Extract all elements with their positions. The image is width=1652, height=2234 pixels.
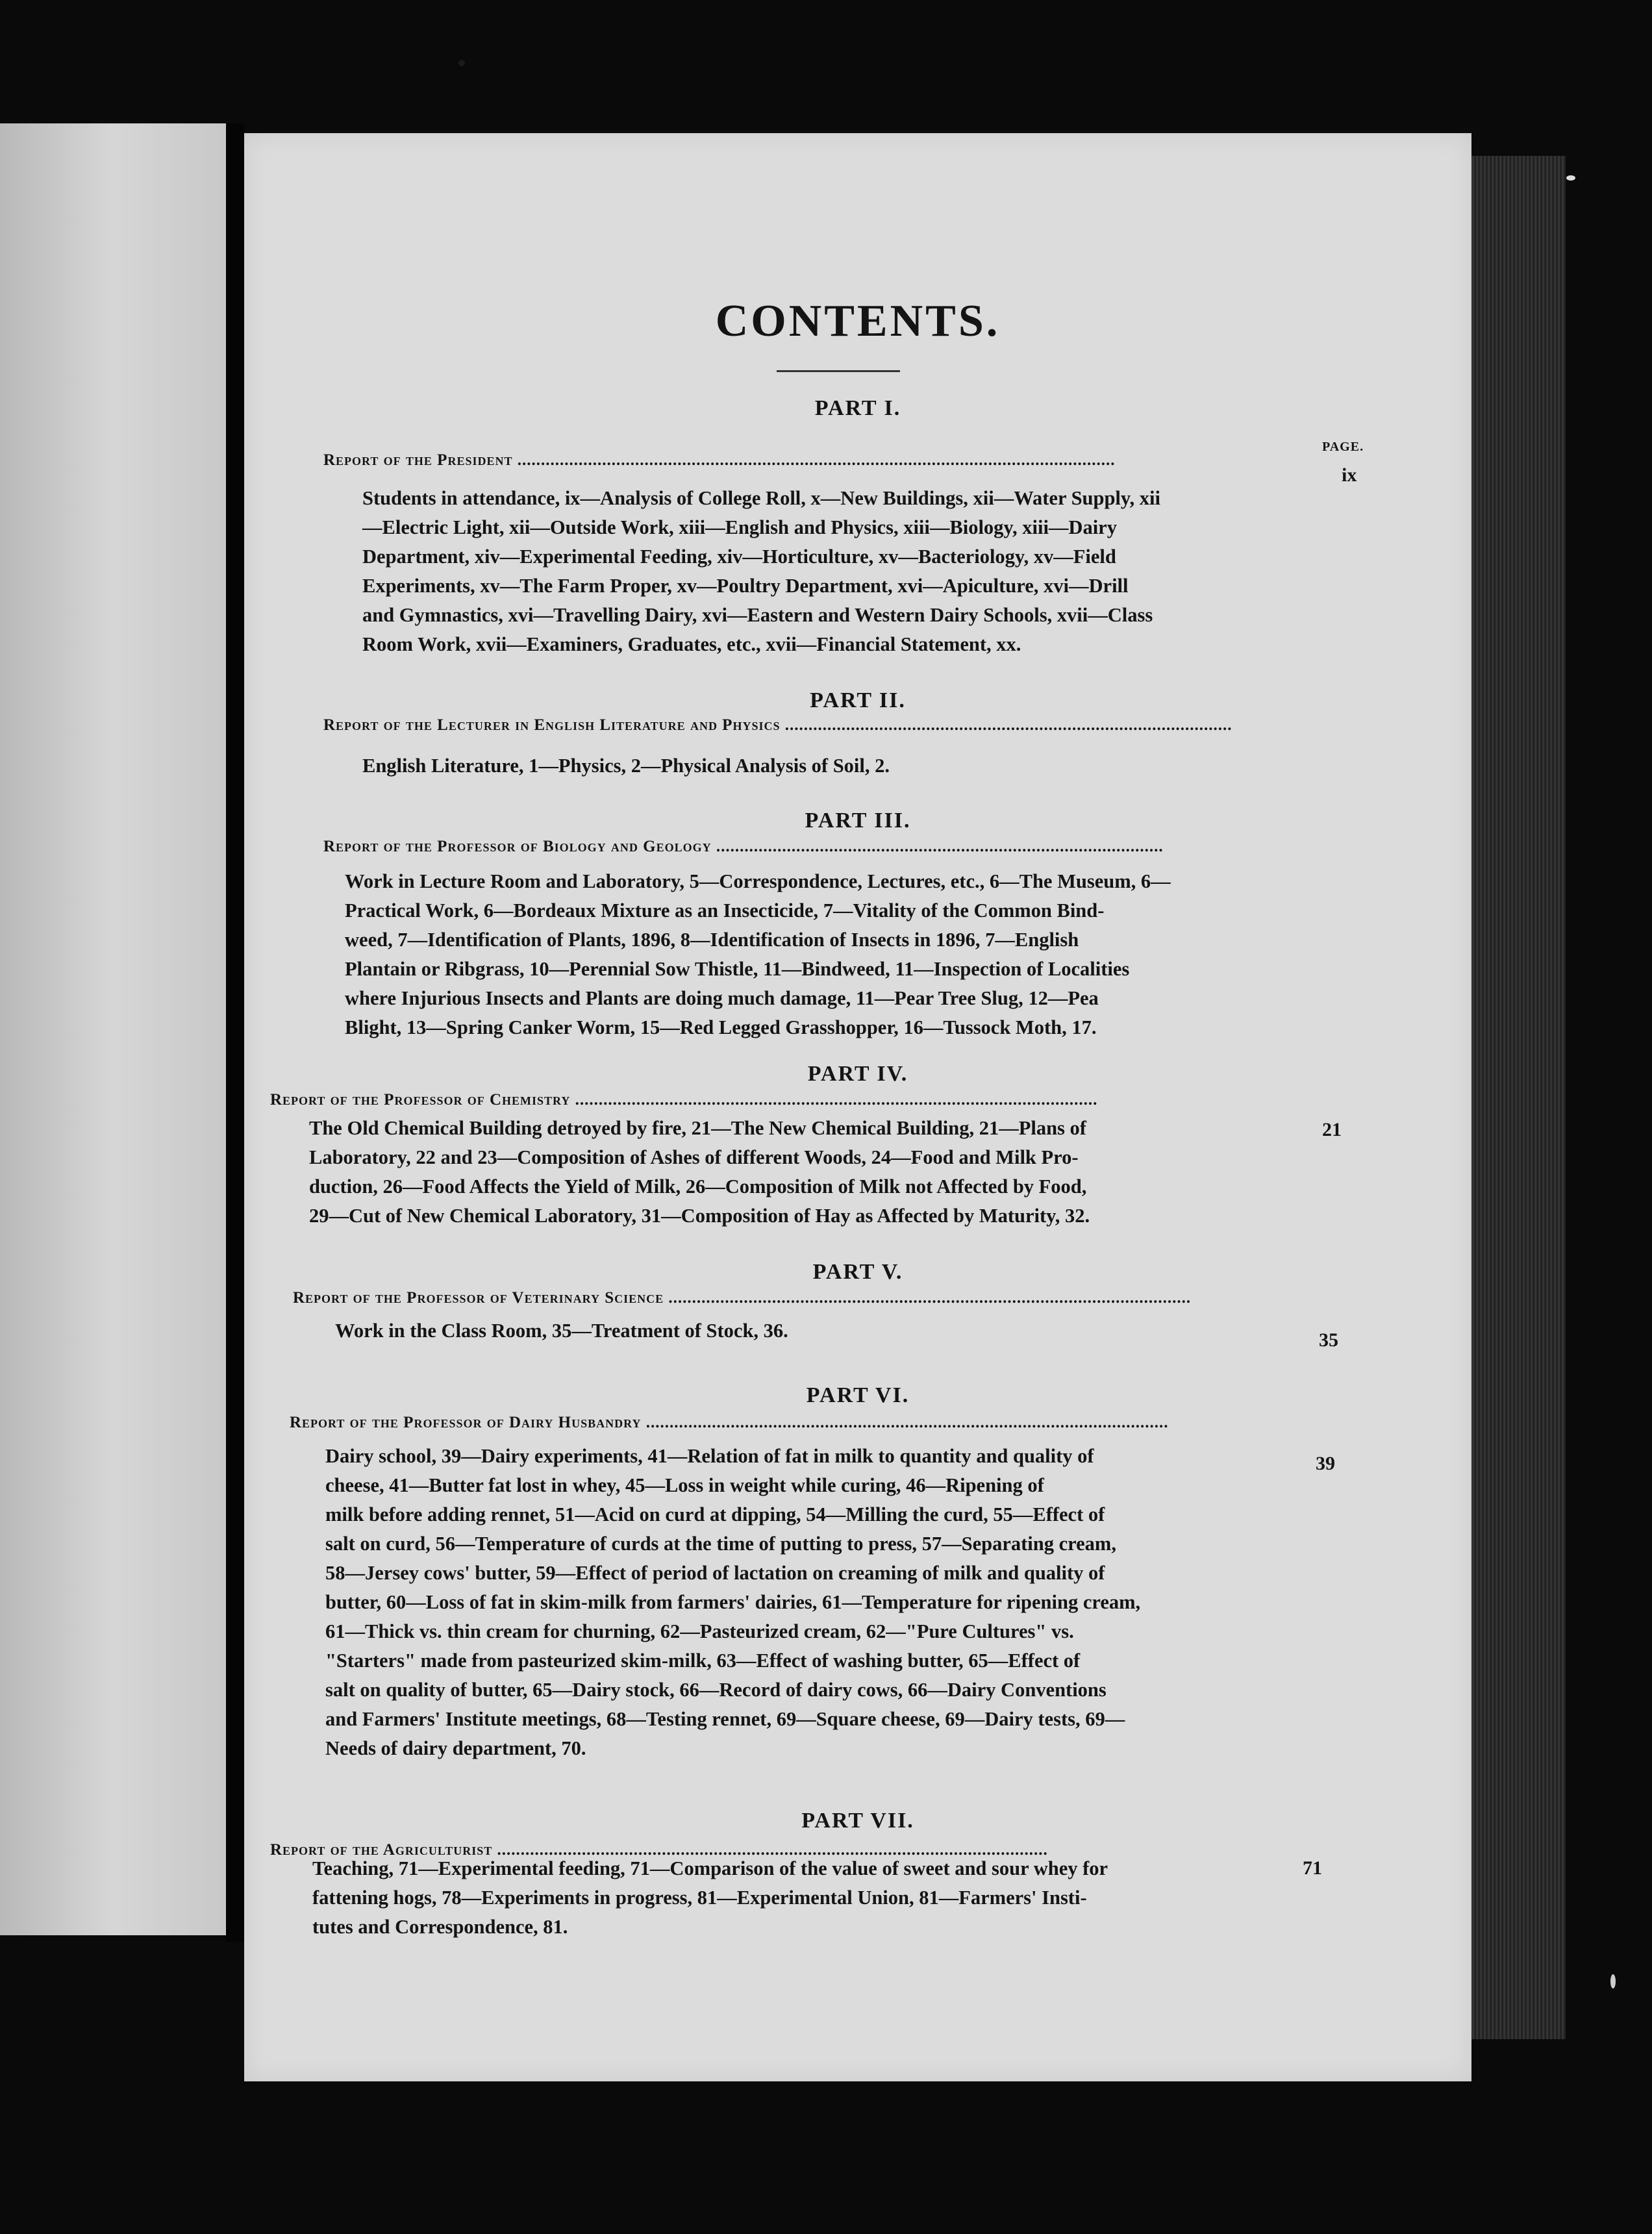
page-title: CONTENTS. — [715, 296, 1001, 346]
entry-line: cheese, 41—Butter fat lost in whey, 45—Loss in weight while curing, 46—Ripening of — [325, 1474, 1044, 1496]
entry-line: Practical Work, 6—Bordeaux Mixture as an Insecticide, 7—Vitality of the Common Bind- — [345, 899, 1105, 922]
entry-line: English Literature, 1—Physics, 2—Physical Analysis of Soil, 2. — [362, 755, 890, 777]
page-number: 35 — [1319, 1329, 1338, 1351]
page-column-label: PAGE. — [1322, 440, 1364, 454]
entry-line: Dairy school, 39—Dairy experiments, 41—Relation of fat in milk to quantity and quality of — [325, 1445, 1094, 1467]
scan-speck — [1610, 1974, 1616, 1989]
entry-line: and Farmers' Institute meetings, 68—Testing rennet, 69—Square cheese, 69—Dairy tests, 69— — [325, 1708, 1125, 1730]
page-number: 21 — [1322, 1119, 1342, 1140]
part-heading: PART IV. — [807, 1062, 908, 1086]
part-heading: PART III. — [805, 809, 911, 833]
report-title: Report of the Professor of Veterinary Science ............................................................................................................... — [293, 1289, 1192, 1307]
entry-line: Laboratory, 22 and 23—Composition of Ashes of different Woods, 24—Food and Milk Pro- — [309, 1146, 1079, 1168]
entry-line: Blight, 13—Spring Canker Worm, 15—Red Legged Grasshopper, 16—Tussock Moth, 17. — [345, 1016, 1097, 1038]
entry-line: fattening hogs, 78—Experiments in progress, 81—Experimental Union, 81—Farmers' Insti- — [312, 1887, 1087, 1909]
entry-line: Work in the Class Room, 35—Treatment of Stock, 36. — [335, 1320, 788, 1342]
page-edges — [1471, 156, 1566, 2039]
part-heading: PART VII. — [801, 1809, 914, 1833]
entry-line: weed, 7—Identification of Plants, 1896, 8—Identification of Insects in 1896, 7—English — [345, 929, 1079, 951]
book-gutter — [226, 123, 244, 1942]
entry-line: Department, xiv—Experimental Feeding, xiv—Horticulture, xv—Bacteriology, xv—Field — [362, 546, 1116, 568]
facing-page-sliver — [0, 123, 226, 1935]
part-heading: PART VI. — [806, 1383, 910, 1407]
scan-speck — [458, 60, 465, 66]
entry-line: duction, 26—Food Affects the Yield of Milk, 26—Composition of Milk not Affected by Food, — [309, 1175, 1087, 1198]
entry-line: 29—Cut of New Chemical Laboratory, 31—Composition of Hay as Affected by Maturity, 32. — [309, 1205, 1090, 1227]
part-heading: PART II. — [810, 688, 906, 712]
entry-line: The Old Chemical Building detroyed by fire, 21—The New Chemical Building, 21—Plans of — [309, 1117, 1086, 1139]
contents-page — [244, 133, 1471, 2081]
report-title: Report of the Agriculturist ..................................................................................................................... — [270, 1841, 1048, 1859]
entry-line: where Injurious Insects and Plants are doing much damage, 11—Pear Tree Slug, 12—Pea — [345, 987, 1099, 1009]
page-number: 71 — [1303, 1857, 1322, 1879]
entry-line: Room Work, xvii—Examiners, Graduates, etc., xvii—Financial Statement, xx. — [362, 633, 1021, 655]
entry-body — [335, 1316, 1290, 1346]
page-number: 39 — [1316, 1453, 1335, 1474]
entry-body — [345, 867, 1319, 1042]
page-number: ix — [1342, 464, 1357, 486]
entry-line: Work in Lecture Room and Laboratory, 5—Correspondence, Lectures, etc., 6—The Museum, 6— — [345, 870, 1171, 892]
entry-line: Students in attendance, ix—Analysis of College Roll, x—New Buildings, xii—Water Supply, xii — [362, 487, 1160, 509]
report-title: Report of the Lecturer in English Literature and Physics ............................................................................................... — [323, 716, 1233, 734]
entry-line: "Starters" made from pasteurized skim-milk, 63—Effect of washing butter, 65—Effect of — [325, 1650, 1081, 1672]
entry-line: butter, 60—Loss of fat in skim-milk from farmers' dairies, 61—Temperature for ripening cream, — [325, 1591, 1141, 1613]
entry-line: —Electric Light, xii—Outside Work, xiii—English and Physics, xiii—Biology, xiii—Dairy — [362, 516, 1117, 538]
part-heading: PART I. — [814, 396, 901, 420]
entry-line: Experiments, xv—The Farm Proper, xv—Poultry Department, xvi—Apiculture, xvi—Drill — [362, 575, 1129, 597]
entry-line: tutes and Correspondence, 81. — [312, 1916, 568, 1938]
entry-line: 61—Thick vs. thin cream for churning, 62—Pasteurized cream, 62—"Pure Cultures" vs. — [325, 1620, 1074, 1642]
entry-line: salt on curd, 56—Temperature of curds at the time of putting to press, 57—Separating cream, — [325, 1533, 1116, 1555]
entry-body — [312, 1854, 1286, 1942]
entry-body — [362, 484, 1330, 659]
report-title: Report of the Professor of Biology and Geology ............................................................................................... — [323, 838, 1164, 855]
report-title: Report of the Professor of Dairy Husbandry ............................................................................................................... — [290, 1414, 1169, 1431]
entry-line: Teaching, 71—Experimental feeding, 71—Comparison of the value of sweet and sour whey for — [312, 1857, 1108, 1879]
entry-body — [362, 751, 1330, 781]
entry-line: and Gymnastics, xvi—Travelling Dairy, xvi—Eastern and Western Dairy Schools, xvii—Class — [362, 604, 1153, 626]
scan-speck — [1566, 175, 1575, 181]
report-title: Report of the Professor of Chemistry ............................................................................................................... — [270, 1091, 1098, 1109]
entry-line: milk before adding rennet, 51—Acid on curd at dipping, 54—Milling the curd, 55—Effect of — [325, 1503, 1105, 1525]
part-heading: PART V. — [812, 1260, 903, 1284]
entry-body — [325, 1442, 1299, 1763]
entry-line: Plantain or Ribgrass, 10—Perennial Sow Thistle, 11—Bindweed, 11—Inspection of Localities — [345, 958, 1130, 980]
title-rule — [777, 370, 900, 372]
entry-line: salt on quality of butter, 65—Dairy stock, 66—Record of dairy cows, 66—Dairy Conventions — [325, 1679, 1107, 1701]
entry-line: Needs of dairy department, 70. — [325, 1737, 586, 1759]
entry-line: 58—Jersey cows' butter, 59—Effect of period of lactation on creaming of milk and quality of — [325, 1562, 1105, 1584]
report-title: Report of the President ............................................................................................................................... — [323, 451, 1116, 469]
entry-body — [309, 1114, 1303, 1231]
